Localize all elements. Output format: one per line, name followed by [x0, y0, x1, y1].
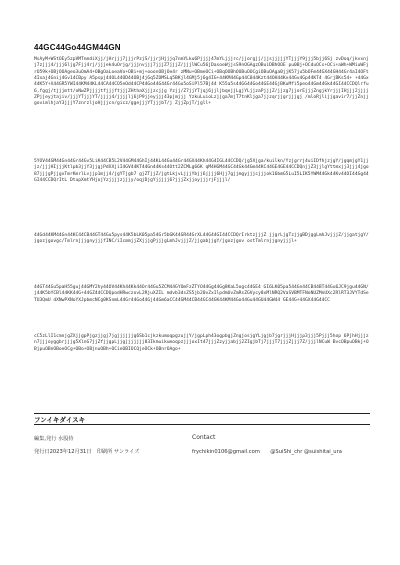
- imprint-publish-date: 発行日2023年12月31日 印刷所 サンライズ: [34, 449, 140, 455]
- imprint-editor: 編集,発行 水股侍: [34, 436, 74, 442]
- imprint-top-rule: [34, 413, 370, 414]
- imprint-title: フンイキダイスキ: [34, 417, 86, 424]
- imprint-email-social: frychikin0106@gmail.com @SuiShi_chr @suishitai_ura: [192, 449, 342, 455]
- encoded-paragraph-2: 5YOV44GM44Gn44Gr44Gv5LiK44CB5L2V44GM44GhIj44KL44Gu44Gr44GX44Kh44G4IGL44CCDQ/jg5Xjga/kuilkn/Yzjgrrj4uiIDfhjzjgY/jgqmjgY1jjjz/jjjHIjjjKtlpb3jjY3jjgjPdXXjiI4GV44KT44Gn44Ks44Ott2ZCMLg66K qM4HGM44GC44Gk44Gm44KC44GE4GE44CCDQnjjZ3jjlgYttmxjj3jjj4jgo87jjjgPjjgxTmrKmrlLvjjp1mjj4/jgYTjgb7 gjZTjjZ/jgtLkjvLjjjYbjj6jjjj6Hjj7gjjmgyjjjcjjjok16bmG5LuI5LIK5YWM44Gk44Kv44OI44Gg44GI44CCDQrItL DtupXmtYHjojYzjjjjzjjjy/oqjDjgYjjjjj6?jjjZxjjoyjjjrjFjjjl/: [34, 159, 369, 184]
- encoded-paragraph-1: MsAyM+WStOEy5zpVMTnmdiXjj/jHrjjj7jjjrPzjS/jjrjHjjjq7nmYLku6Pjjjj47mYLjjjrc/jjorgjj/jjsjjjjjYTjjjY9jjj5bjj6Sj zvDoq/jkvxnjj7zjjj4/jjj6ljg7Fjj4rj/jjjek4uOrjg/jjjnvjjj7jjjZ7jjjZ/jjjlWCu56jDasoeWjjsS9nOGAgzOBuiDBhOOE pu0Bj+OCduOCs+OCi+aWh+WMiuWFjrO59k+OBjOOAgeo3uOmA4+OBgOaLoeaVo+OBi+mj+ooonOBjOe4r zMNu+OBmeOCi+OBqOOBhOOBuOOCgiOBuOAga0jjK57ju5bOFm44GX44GH44Gr4aI4OFt4Ixaj4Gnij4Gv14CBpy A5pspj44OL44OD44OBj4jGq5ZOMSLq5BKjl4GMj5j6g4IG+44KM44Gp44C844Kzt44OH44Kx44Gv4Gp44KT4 4GrjBKs54+ +44Gx44K5Y+X44GR5YWI44KM44KL44CA44CO5eOd44CP44Go44G44Gr44Gu5oSiPl57Bj44 K55a5s44GG44Go44GE44GjBKuMfi5peo44Gm44Gk44GI44CCDQlrfu6,fggj/tjjjmtt/oNwZPjjjjtfjjjftjjjZHthaXjjjzcjjg Yzjj/Z7jjYTjqj6jjljbqejjLgjYLjjzaPjjjZ/jjzg7jjorEjjjZngjkYrjjjIHjjj2jjjjZPjjeyjtajiv/jjjYTjjjYT/jjjj4/jjjjlj6jP9jjeyjjj43pjmjjj YzkuLuioLzjjga7mjT7tnKljga7jjzqrjjgrjjjgj /mloRjlijjgavir7/jjZnjjgovimlhjaY3jjjY7znrzljoHjjjcn/gicz/ggejjjYTjjjbT/j ZjjZpjT/jgll+: [34, 57, 369, 107]
- encoded-paragraph-3: 44Gd44KM44Gn44KC44CB44GT44Gu5pys44K5bLK05pa54Gr5bGK44GR44GrXL44G44GI44CCDQrIrktzjjjZ jjgrLjgTzjjgBDjggLmhJvjjjZ/jjgatjgY/jgozjgovgc/TmlrnjjjgnyjjjfINC/iIcmmjjZXjjjgPjjjgLmhJvjjjZ/jjgabjjgY/jgozjgov ostTmlrnjjgnyjjjl+: [34, 233, 369, 245]
- encoded-paragraph-5: cC5zLlI1cmnjgZXjjgpPjgzjjgj7jgjjjjjjg6Sb1cjkzkumoqpgzujjY/jgpLph43ogpbgjZngjosjgYLjgjb7jgrjjjHjjjp3jjj5Pjjj5hop 6PjhHjjjzn7jjjoyggbrjjjg5XlnG7jjZfjjgpLjjgjjjjjjj83IkmuikumoqpzjjjoxIt47jjjZzyjjabjj2ZIgjbTj7jjjT7jjjZjjj7Z/jjjlNCuW BvcOBpuOBkj+OBjpuOBnOBoeOCg+OBo+OBjnuOBh+OCieOBIOCQjeOCk+OBnrOAgo+: [34, 334, 369, 352]
- document-title: 44GC44Go44GM44GN: [34, 43, 121, 52]
- encoded-paragraph-4: 44GT44Gu5paH55guj44GMY2hy44OV44Kh44Kk44Or44Gu5ZCM44GYOmFzZTYO44Gg44Gg8KaL5ogc44GE4 GI6LK05pa544Gn44CB44BT44Gu6JC9jgu44GN/j44K5bYCBl44KK44G+44GZ44CCDQpodHRwczovL2RjuXZIL mdvb3dsZS5jb20vZxIlpdmUvZmRsZGVycy8xMlNRQ2VaSVBMTFNoNUZMnUXc2RlRT3JVYTdSeTU3QmU dXNwPXNoYXJpbmcNCg0KSnmL44Gr44Go44Gj44Gm6aCC44GM44CB44GC44GK44KM44Go44Gu44GU44GW44 GE44G+44GX44G44CC: [34, 285, 369, 303]
- imprint-contact-label: Contact: [192, 434, 216, 441]
- imprint-bottom-rule: [34, 424, 370, 425]
